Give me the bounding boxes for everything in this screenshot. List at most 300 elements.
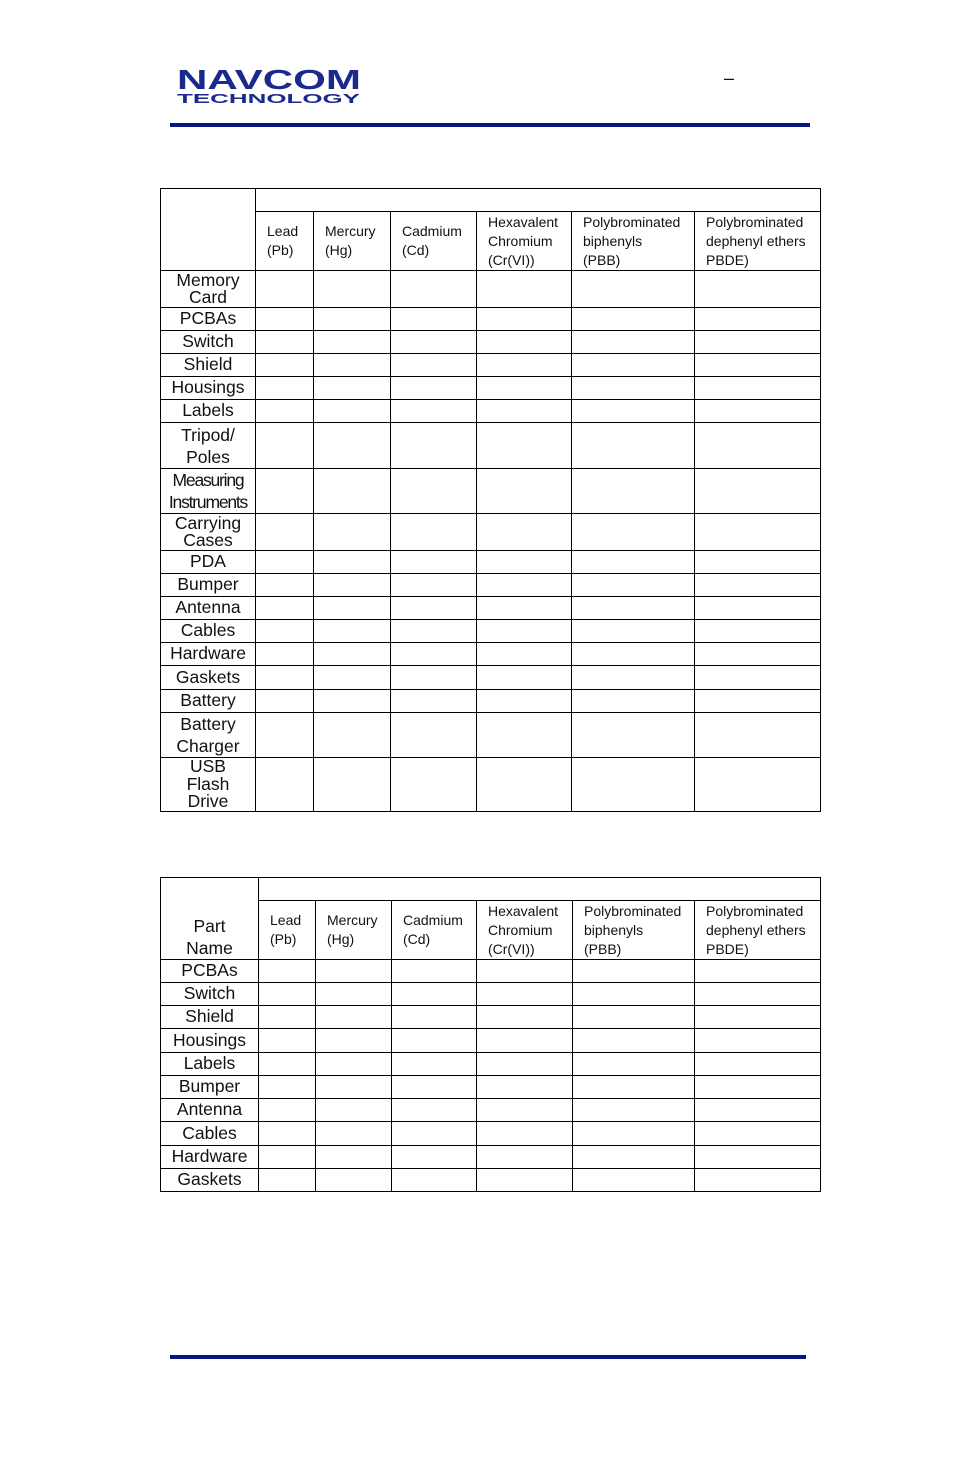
substance-cell [477,469,572,514]
substance-cell [256,574,314,597]
substance-cell [477,354,572,377]
substance-cell [695,666,821,690]
substance-cell [572,643,695,666]
part-name-line: Shield [185,1006,234,1027]
part-name-line: Shield [183,354,233,375]
part-name-line: Cases [183,530,233,550]
substance-cell [477,960,573,983]
substance-cell [256,308,314,331]
part-name-line: Hardware [170,643,246,664]
substance-cell [392,1122,477,1146]
table-row [161,620,821,643]
substance-cell [392,1146,477,1169]
part-name-line: Gaskets [175,666,241,687]
substance-cell [256,666,314,690]
substance-cell [392,1076,477,1099]
part-name-line: Housings [173,1029,246,1050]
column-header-line: dephenyl ethers [706,232,806,249]
column-header-line: (PBB) [584,940,622,957]
substance-cell [259,1029,316,1053]
part-name-cell [161,620,256,643]
substance-cell [572,469,695,514]
substance-cell [573,1053,695,1076]
part-name-cell [161,551,256,574]
part-name-line: Card [189,287,227,307]
substance-cell [314,666,391,690]
part-name-cell [161,1099,259,1122]
part-name-line: Labels [182,400,234,421]
substance-cell [314,551,391,574]
logo-subtitle: TECHNOLOGY [177,91,361,106]
substance-cell [695,597,821,620]
substance-cell [256,377,314,400]
substance-cell [391,469,477,514]
part-name-line: PDA [190,551,226,572]
column-header-line: Polybrominated [706,902,804,919]
substance-cell [316,1076,392,1099]
substance-cell [316,1029,392,1053]
column-header-line: (Pb) [270,931,297,947]
substance-cell [256,758,314,812]
substance-cell [695,758,821,812]
substance-cell [695,331,821,354]
part-name-cell [161,666,256,690]
substance-column-header [477,212,572,271]
table-row [161,1053,821,1076]
substance-cell [572,423,695,469]
part-name-cell [161,713,256,758]
table-row [161,713,821,758]
substance-cell [572,514,695,551]
substance-cell [695,960,821,983]
column-header-line: (Pb) [267,242,294,258]
substance-cell [573,983,695,1006]
substance-cell [572,377,695,400]
substance-cell [477,1122,573,1146]
substance-cell [314,331,391,354]
substance-cell [391,308,477,331]
substance-column-header [695,901,821,960]
substance-column-header [573,901,695,960]
table-row [161,574,821,597]
substance-cell [695,423,821,469]
substance-cell [316,1099,392,1122]
table-row [161,354,821,377]
part-name-line: Cables [182,1122,237,1143]
column-header-line: Lead [267,223,299,239]
part-name-cell [161,1169,259,1192]
table-row [161,423,821,469]
substance-cell [477,620,572,643]
table-row [161,514,821,551]
part-name-line: Measuring [172,470,244,490]
substance-cell [695,1122,821,1146]
substance-cell [572,690,695,713]
substance-cell [316,1053,392,1076]
substance-cell [259,1076,316,1099]
part-name-cell [161,758,256,812]
substance-group-header [256,189,821,212]
substance-group-header [259,878,821,901]
substance-cell [256,271,314,308]
substance-cell [477,1146,573,1169]
column-header-line: (Hg) [325,242,353,258]
substance-cell [477,308,572,331]
substance-cell [259,960,316,983]
substance-cell [573,1146,695,1169]
substance-column-header [391,212,477,271]
substance-cell [391,643,477,666]
substance-cell [256,469,314,514]
part-name-cell [161,1053,259,1076]
table-row [161,643,821,666]
part-name-line: Antenna [175,597,241,618]
substance-cell [256,354,314,377]
part-name-cell [161,597,256,620]
table-row [161,308,821,331]
substance-cell [477,983,573,1006]
substance-cell [256,331,314,354]
substance-cell [314,308,391,331]
substance-cell [695,1146,821,1169]
part-name-cell [161,308,256,331]
part-name-line: Housings [171,377,245,398]
table-row [161,666,821,690]
substance-cell [573,1122,695,1146]
substance-cell [477,400,572,423]
column-header-line: Polybrominated [706,213,804,230]
substance-cell [572,666,695,690]
substance-cell [391,713,477,758]
part-name-line: Gaskets [177,1169,242,1190]
substance-cell [695,377,821,400]
substance-cell [391,377,477,400]
substance-cell [259,1122,316,1146]
part-name-cell [161,690,256,713]
substance-cell [572,400,695,423]
column-header-line: PBDE) [706,940,749,957]
substance-column-header [259,901,316,960]
substance-cell [573,1169,695,1192]
substance-cell [391,597,477,620]
table-row [161,469,821,514]
part-name-cell [161,1122,259,1146]
substance-cell [391,690,477,713]
substance-cell [392,1169,477,1192]
substance-cell [572,758,695,812]
table-row [161,1029,821,1053]
part-name-cell [161,423,256,469]
substance-cell [695,354,821,377]
part-name-line: Tripod/ [181,424,235,445]
column-header-line: (Cd) [403,931,431,947]
part-name-cell [161,983,259,1006]
substance-cell [316,1006,392,1029]
table-row [161,983,821,1006]
substance-cell [477,1099,573,1122]
substance-cell [256,597,314,620]
substance-cell [314,620,391,643]
substance-cell [477,666,572,690]
column-header-line: biphenyls [583,232,643,249]
column-header-line: dephenyl ethers [706,921,806,938]
part-name-line: Switch [182,331,234,352]
part-name-line: Drive [187,791,229,812]
substance-cell [256,400,314,423]
substance-cell [572,271,695,308]
column-header-line: Polybrominated [583,213,681,230]
substance-cell [695,308,821,331]
column-header-line: Chromium [488,921,553,938]
substance-cell [314,597,391,620]
substance-cell [391,514,477,551]
substance-cell [477,1029,573,1053]
part-name-cell [161,1146,259,1169]
substance-column-header [477,901,573,960]
substance-cell [572,713,695,758]
table-row [161,400,821,423]
part-name-header-line: Part [193,916,226,936]
substance-cell [392,1099,477,1122]
substance-cell [572,620,695,643]
footer-rule [170,1355,806,1359]
substance-cell [477,551,572,574]
substance-cell [259,1169,316,1192]
substance-cell [695,1099,821,1122]
column-header-line: Cadmium [402,223,462,239]
substance-cell [314,423,391,469]
substance-cell [314,354,391,377]
substance-cell [259,1146,316,1169]
substance-cell [695,620,821,643]
part-name-header-line: Name [186,938,233,958]
table-row [161,1099,821,1122]
part-name-line: Instruments [168,492,248,512]
substance-cell [392,960,477,983]
part-name-line: Battery [180,690,236,711]
table-row [161,1122,821,1146]
substance-cell [695,271,821,308]
substance-cell [695,514,821,551]
column-header-line: Chromium [488,232,553,249]
substance-cell [695,1076,821,1099]
substance-cell [392,983,477,1006]
substance-cell [256,423,314,469]
substance-cell [695,983,821,1006]
column-header-line: (Cd) [402,242,430,258]
substance-cell [477,758,572,812]
substance-cell [256,551,314,574]
substance-cell [256,713,314,758]
substance-cell [572,331,695,354]
part-name-cell [161,643,256,666]
substance-cell [477,643,572,666]
table-row [161,377,821,400]
part-name-cell [161,1029,259,1053]
substance-cell [259,1006,316,1029]
part-name-line: Flash [186,773,230,794]
navcom-logo [176,66,362,106]
header-dash: – [724,68,735,88]
substance-cell [477,713,572,758]
column-header-line: Polybrominated [584,902,682,919]
substance-cell [573,1099,695,1122]
substance-cell [572,354,695,377]
logo-wordmark: NAVCOM [177,66,361,95]
column-header-line: (Hg) [327,931,355,947]
substance-cell [477,1169,573,1192]
substance-cell [391,271,477,308]
substance-cell [695,643,821,666]
substance-cell [477,597,572,620]
substance-cell [391,423,477,469]
substance-cell [695,1169,821,1192]
part-name-cell [161,1076,259,1099]
substance-cell [256,643,314,666]
substance-cell [695,1053,821,1076]
substance-cell [314,643,391,666]
substance-cell [477,423,572,469]
substance-cell [695,400,821,423]
substance-cell [391,551,477,574]
substance-cell [477,1006,573,1029]
substance-column-header [256,212,314,271]
substance-cell [572,597,695,620]
part-name-cell [161,960,259,983]
hazardous-substances-table-1 [160,188,821,812]
substance-cell [391,574,477,597]
substance-cell [573,1029,695,1053]
substance-column-header [392,901,477,960]
part-name-line: Battery [180,714,236,734]
substance-cell [573,1006,695,1029]
substance-cell [314,400,391,423]
part-name-line: Carrying [174,512,242,533]
substance-cell [316,1122,392,1146]
substance-cell [477,1053,573,1076]
substance-cell [314,574,391,597]
column-header-line: Hexavalent [488,213,559,230]
substance-cell [695,469,821,514]
column-header-line: Mercury [325,223,376,239]
substance-cell [695,551,821,574]
substance-cell [573,960,695,983]
column-header-line: (Cr(VI)) [488,940,535,957]
part-name-header [161,878,259,960]
part-name-line: Bumper [178,1076,241,1097]
table-row [161,551,821,574]
table-row [161,758,821,812]
column-header-line: Lead [270,912,302,928]
substance-column-header [572,212,695,271]
part-name-cell [161,469,256,514]
substance-column-header [314,212,391,271]
substance-cell [314,271,391,308]
substance-cell [316,960,392,983]
substance-cell [256,514,314,551]
table-row [161,1006,821,1029]
substance-cell [695,574,821,597]
table-row [161,1146,821,1169]
substance-cell [391,666,477,690]
part-name-cell [161,331,256,354]
substance-cell [573,1076,695,1099]
part-name-cell [161,377,256,400]
substance-cell [316,1146,392,1169]
table-row [161,597,821,620]
substance-cell [391,400,477,423]
part-name-line: Cables [180,620,236,641]
table-row [161,331,821,354]
substance-cell [314,713,391,758]
substance-cell [256,690,314,713]
part-name-cell [161,514,256,551]
part-name-line: Hardware [171,1146,248,1167]
substance-cell [572,308,695,331]
column-header-line: PBDE) [706,251,749,268]
substance-cell [259,983,316,1006]
part-name-line: PCBAs [181,960,238,981]
part-name-line: Bumper [177,574,239,595]
table-row [161,271,821,308]
substance-cell [314,469,391,514]
column-header-line: (Cr(VI)) [488,251,535,268]
substance-cell [392,1006,477,1029]
substance-cell [477,377,572,400]
substance-cell [314,690,391,713]
substance-cell [391,331,477,354]
substance-cell [572,574,695,597]
substance-column-header [695,212,821,271]
substance-cell [695,713,821,758]
substance-cell [695,690,821,713]
substance-cell [695,1029,821,1053]
substance-cell [391,354,477,377]
substance-cell [316,983,392,1006]
part-name-cell [161,1006,259,1029]
part-name-line: USB [190,756,226,777]
substance-cell [392,1053,477,1076]
table-row [161,1076,821,1099]
column-header-line: Cadmium [403,912,463,928]
part-name-header-cell [161,189,256,271]
part-name-cell [161,354,256,377]
substance-cell [477,1076,573,1099]
substance-cell [477,574,572,597]
substance-cell [695,1006,821,1029]
substance-cell [391,758,477,812]
substance-cell [314,377,391,400]
substance-cell [392,1029,477,1053]
substance-cell [314,758,391,812]
substance-cell [259,1053,316,1076]
part-name-line: Poles [186,446,230,467]
part-name-line: Switch [183,983,236,1004]
part-name-cell [161,400,256,423]
table-row [161,690,821,713]
part-name-line: Memory [176,269,240,290]
substance-cell [477,690,572,713]
column-header-line: (PBB) [583,251,621,268]
part-name-cell [161,574,256,597]
hazardous-substances-table-2 [160,877,821,1192]
table-row [161,960,821,983]
column-header-line: biphenyls [584,921,644,938]
substance-cell [477,331,572,354]
column-header-line: Mercury [327,912,378,928]
column-header-line: Hexavalent [488,902,559,919]
header-rule [170,123,810,127]
